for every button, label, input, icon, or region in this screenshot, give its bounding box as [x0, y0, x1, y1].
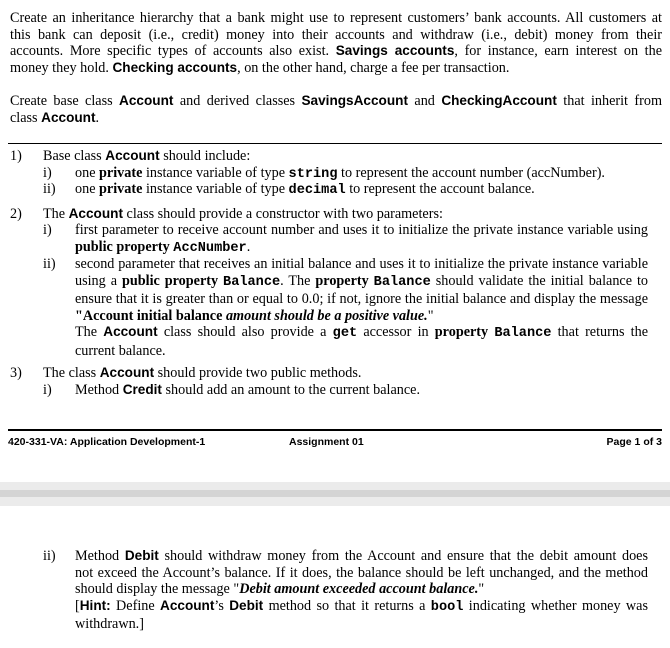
intro-line-3: accounts. More specific types of accounts also exist. Savings accounts, for instance, earn interest on the: [10, 43, 663, 60]
base-class-paragraph: [10, 93, 662, 126]
item-2-i-text: first parameter to receive account number and uses it to initialize the private instance variable using public property AccNumber.: [75, 222, 648, 256]
item-3-i-text: Method Credit should add an amount to the current balance.: [75, 382, 421, 398]
item-1-ii-text: one private instance variable of type decimal to represent the account balance.: [75, 181, 535, 198]
base-line-2: class Account.: [10, 109, 100, 126]
intro-paragraph: [10, 10, 662, 76]
item-1-number: 1): [10, 148, 22, 164]
base-line-1: Create base class Account and derived classes SavingsAccount and CheckingAccount that inherit from: [10, 93, 662, 109]
item-3-number: 3): [10, 365, 22, 381]
item-1-ii-number: ii): [43, 181, 56, 197]
page-gap-shadow: [0, 490, 670, 497]
item-1-heading: Base class Account should include:: [43, 148, 251, 164]
intro-line-1: Create an inheritance hierarchy that a bank might use to represent customers’ bank accounts. All customers at: [10, 10, 662, 26]
item-3-heading: The class Account should provide two public methods.: [43, 365, 362, 381]
footer-course: 420-331-VA: Application Development-1: [8, 436, 206, 448]
page-footer: [8, 434, 662, 450]
page-2-ii-text: Method Debit should withdraw money from the Account and ensure that the debit amount does not exceed the Account’s balance. If it does, the balance should be left unchanged, and the method should display the message "Debit amount exceeded account balance." [Hint: Define Account’s Debit method so that it returns a bool indicating whether money was withdrawn.]: [75, 548, 648, 633]
item-3-i-number: i): [43, 382, 52, 398]
item-1-i-text: one private instance variable of type string to represent the account number (accNumber).: [75, 165, 605, 182]
intro-line-4: money they hold. Checking accounts, on the other hand, charge a fee per transaction.: [10, 59, 510, 76]
item-2-heading: The Account class should provide a constructor with two parameters:: [43, 206, 443, 222]
footer-page-number: Page 1 of 3: [606, 436, 662, 448]
item-2-ii-text: second parameter that receives an initial balance and uses it to initialize the private instance variable using a public property Balance. The property Balance should validate the initial balance to ensure that it is greater than or equal to 0.0; if not, ignore the initial balance and display the message "Account initial balance amount should be a positive value." The Account class should also provide a get accessor in property Balance that returns the current balance.: [75, 256, 648, 359]
item-2-number: 2): [10, 206, 22, 222]
item-2-i-number: i): [43, 222, 52, 238]
section-divider: [8, 143, 662, 144]
page-2-ii-number: ii): [43, 548, 56, 564]
item-2-ii-number: ii): [43, 256, 56, 272]
item-1-i-number: i): [43, 165, 52, 181]
footer-rule: [8, 429, 662, 431]
intro-line-2: this bank can deposit (i.e., credit) money into their accounts and withdraw (i.e., debit) money from their: [10, 26, 662, 43]
footer-assignment: Assignment 01: [289, 436, 364, 448]
